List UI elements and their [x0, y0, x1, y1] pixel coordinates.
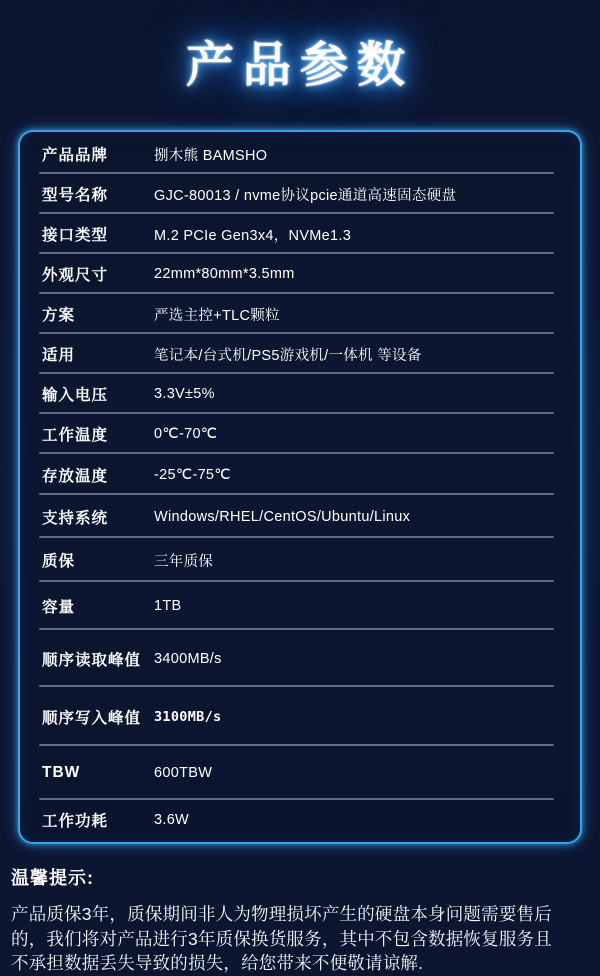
spec-row [20, 214, 580, 254]
spec-label: 顺序写入峰值 [42, 709, 142, 727]
spec-label: 外观尺寸 [42, 267, 109, 284]
spec-label: 容量 [42, 599, 76, 616]
spec-row [20, 746, 580, 800]
spec-row [20, 495, 580, 538]
spec-value: 1TB [154, 598, 182, 614]
spec-label: 型号名称 [42, 187, 109, 204]
spec-label: 产品品牌 [42, 147, 109, 164]
spec-value: GJC-80013 / nvme协议pcie通道高速固态硬盘 [154, 187, 457, 204]
spec-value: Windows/RHEL/CentOS/Ubuntu/Linux [154, 508, 411, 525]
spec-row [20, 374, 580, 414]
spec-label: 存放温度 [42, 467, 109, 485]
spec-label: 质保 [42, 553, 76, 570]
spec-label: 方案 [42, 307, 76, 324]
tips-section [11, 864, 589, 976]
spec-row [20, 414, 580, 454]
spec-row [20, 334, 580, 374]
spec-label: 输入电压 [42, 387, 109, 404]
spec-label: 接口类型 [42, 227, 109, 244]
spec-value: 22mm*80mm*3.5mm [154, 266, 295, 282]
spec-row [20, 254, 580, 294]
spec-row [20, 134, 580, 174]
spec-value: 捌木熊 BAMSHO [154, 147, 268, 164]
spec-label: 顺序读取峰值 [42, 651, 142, 669]
spec-value: 3400MB/s [154, 650, 222, 667]
spec-label: 工作功耗 [42, 813, 109, 830]
spec-value: 3.3V±5% [154, 386, 215, 402]
spec-value: 0℃-70℃ [154, 426, 218, 442]
spec-value: 3.6W [154, 812, 190, 828]
spec-label: TBW [42, 764, 81, 781]
tips-heading: 温馨提示: [11, 868, 94, 888]
spec-row [20, 174, 580, 214]
spec-value: M.2 PCIe Gen3x4，NVMe1.3 [154, 227, 352, 244]
spec-value: 笔记本/台式机/PS5游戏机/一体机 等设备 [154, 347, 422, 364]
spec-value: 三年质保 [154, 553, 214, 570]
spec-row [20, 454, 580, 495]
spec-value: -25℃-75℃ [154, 466, 231, 483]
spec-row [20, 294, 580, 334]
tips-body: 产品质保3年，质保期间非人为物理损坏产生的硬盘本身问题需要售后的，我们将对产品进行3年质保换货服务，其中不包含数据恢复服务且不承担数据丢失导致的损失，给您带来不便敬请谅解. [11, 904, 552, 973]
spec-row [20, 687, 580, 746]
spec-label: 适用 [42, 347, 76, 364]
spec-label: 支持系统 [42, 509, 109, 527]
spec-value: 3100MB/s [154, 708, 222, 725]
spec-panel [18, 130, 582, 844]
spec-label: 工作温度 [42, 427, 109, 444]
spec-value: 600TBW [154, 765, 213, 781]
spec-row [20, 538, 580, 582]
spec-value: 严选主控+TLC颗粒 [154, 307, 280, 324]
spec-row [20, 800, 580, 840]
spec-row [20, 630, 580, 687]
spec-row [20, 582, 580, 630]
page-title: 产品参数 [185, 39, 414, 92]
